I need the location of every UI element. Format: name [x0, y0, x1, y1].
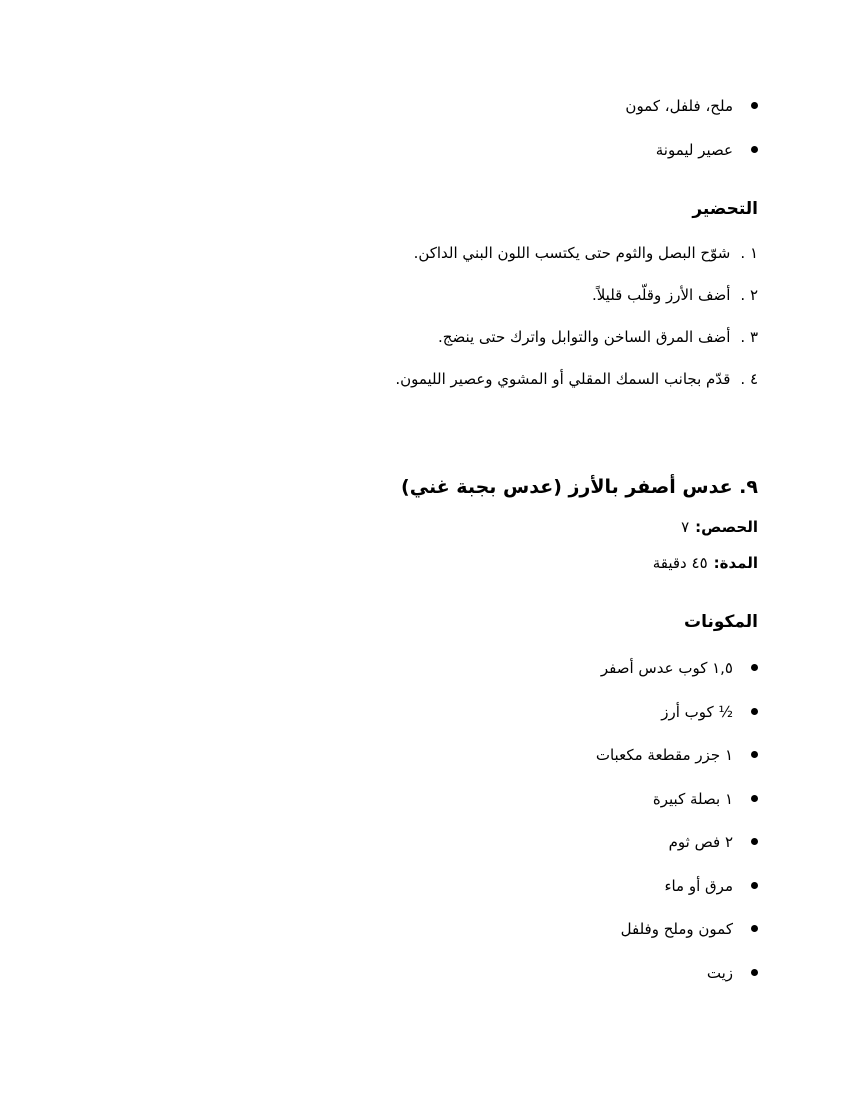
step-text: شوّح البصل والثوم حتى يكتسب اللون البني الداكن.	[413, 244, 731, 262]
ingredient-text: ١ بصلة كبيرة	[652, 790, 733, 808]
ingredient-text: ١,٥ كوب عدس أصفر	[600, 659, 733, 677]
ingredient-item	[669, 830, 758, 854]
ingredient-item	[621, 917, 758, 941]
step-text: أضف الأرز وقلّب قليلاً.	[591, 286, 731, 304]
step-number: ٤ .	[740, 370, 758, 388]
ingredient-text: مرق أو ماء	[664, 877, 733, 895]
ingredient-item	[596, 743, 758, 767]
ingredient-item	[664, 874, 758, 898]
ingredient-item	[656, 138, 758, 162]
ingredient-text: عصير ليمونة	[655, 141, 733, 159]
bullet-icon	[751, 751, 758, 758]
ingredients-heading: المكونات	[683, 612, 758, 632]
bullet-icon	[751, 146, 758, 153]
step-number: ١ .	[740, 244, 758, 262]
step-item	[438, 325, 758, 349]
ingredient-text: زيت	[706, 964, 733, 982]
ingredient-text: ٢ فص ثوم	[668, 833, 733, 851]
ingredient-item	[653, 787, 758, 811]
ingredient-text: ١ جزر مقطعة مكعبات	[595, 746, 733, 764]
step-text: أضف المرق الساخن والتوابل واترك حتى ينضج.	[438, 328, 731, 346]
ingredient-item	[661, 700, 758, 724]
recipe-title: ٩. عدس أصفر بالأرز (عدس بجبة غني)	[401, 476, 758, 498]
ingredient-item	[707, 961, 758, 985]
duration-line	[653, 551, 758, 575]
ingredient-item	[625, 94, 758, 118]
bullet-icon	[751, 795, 758, 802]
bullet-icon	[751, 102, 758, 109]
servings-line	[681, 515, 758, 539]
bullet-icon	[751, 882, 758, 889]
step-text: قدّم بجانب السمك المقلي أو المشوي وعصير الليمون.	[395, 370, 731, 388]
duration-label: المدة:	[713, 554, 758, 572]
ingredient-item	[601, 656, 758, 680]
step-number: ٢ .	[740, 286, 758, 304]
duration-value: ٤٥ دقيقة	[652, 554, 708, 572]
bullet-icon	[751, 969, 758, 976]
step-item	[414, 241, 758, 265]
bullet-icon	[751, 838, 758, 845]
step-item	[395, 367, 758, 391]
bullet-icon	[751, 925, 758, 932]
step-item	[592, 283, 758, 307]
servings-label: الحصص:	[695, 518, 758, 536]
bullet-icon	[751, 708, 758, 715]
bullet-icon	[751, 664, 758, 671]
servings-value: ٧	[681, 518, 690, 536]
step-number: ٣ .	[740, 328, 758, 346]
ingredient-text: ½ كوب أرز	[661, 703, 733, 721]
preparation-heading: التحضير	[692, 199, 758, 219]
ingredient-text: ملح، فلفل، كمون	[625, 97, 733, 115]
ingredient-text: كمون وملح وفلفل	[620, 920, 733, 938]
